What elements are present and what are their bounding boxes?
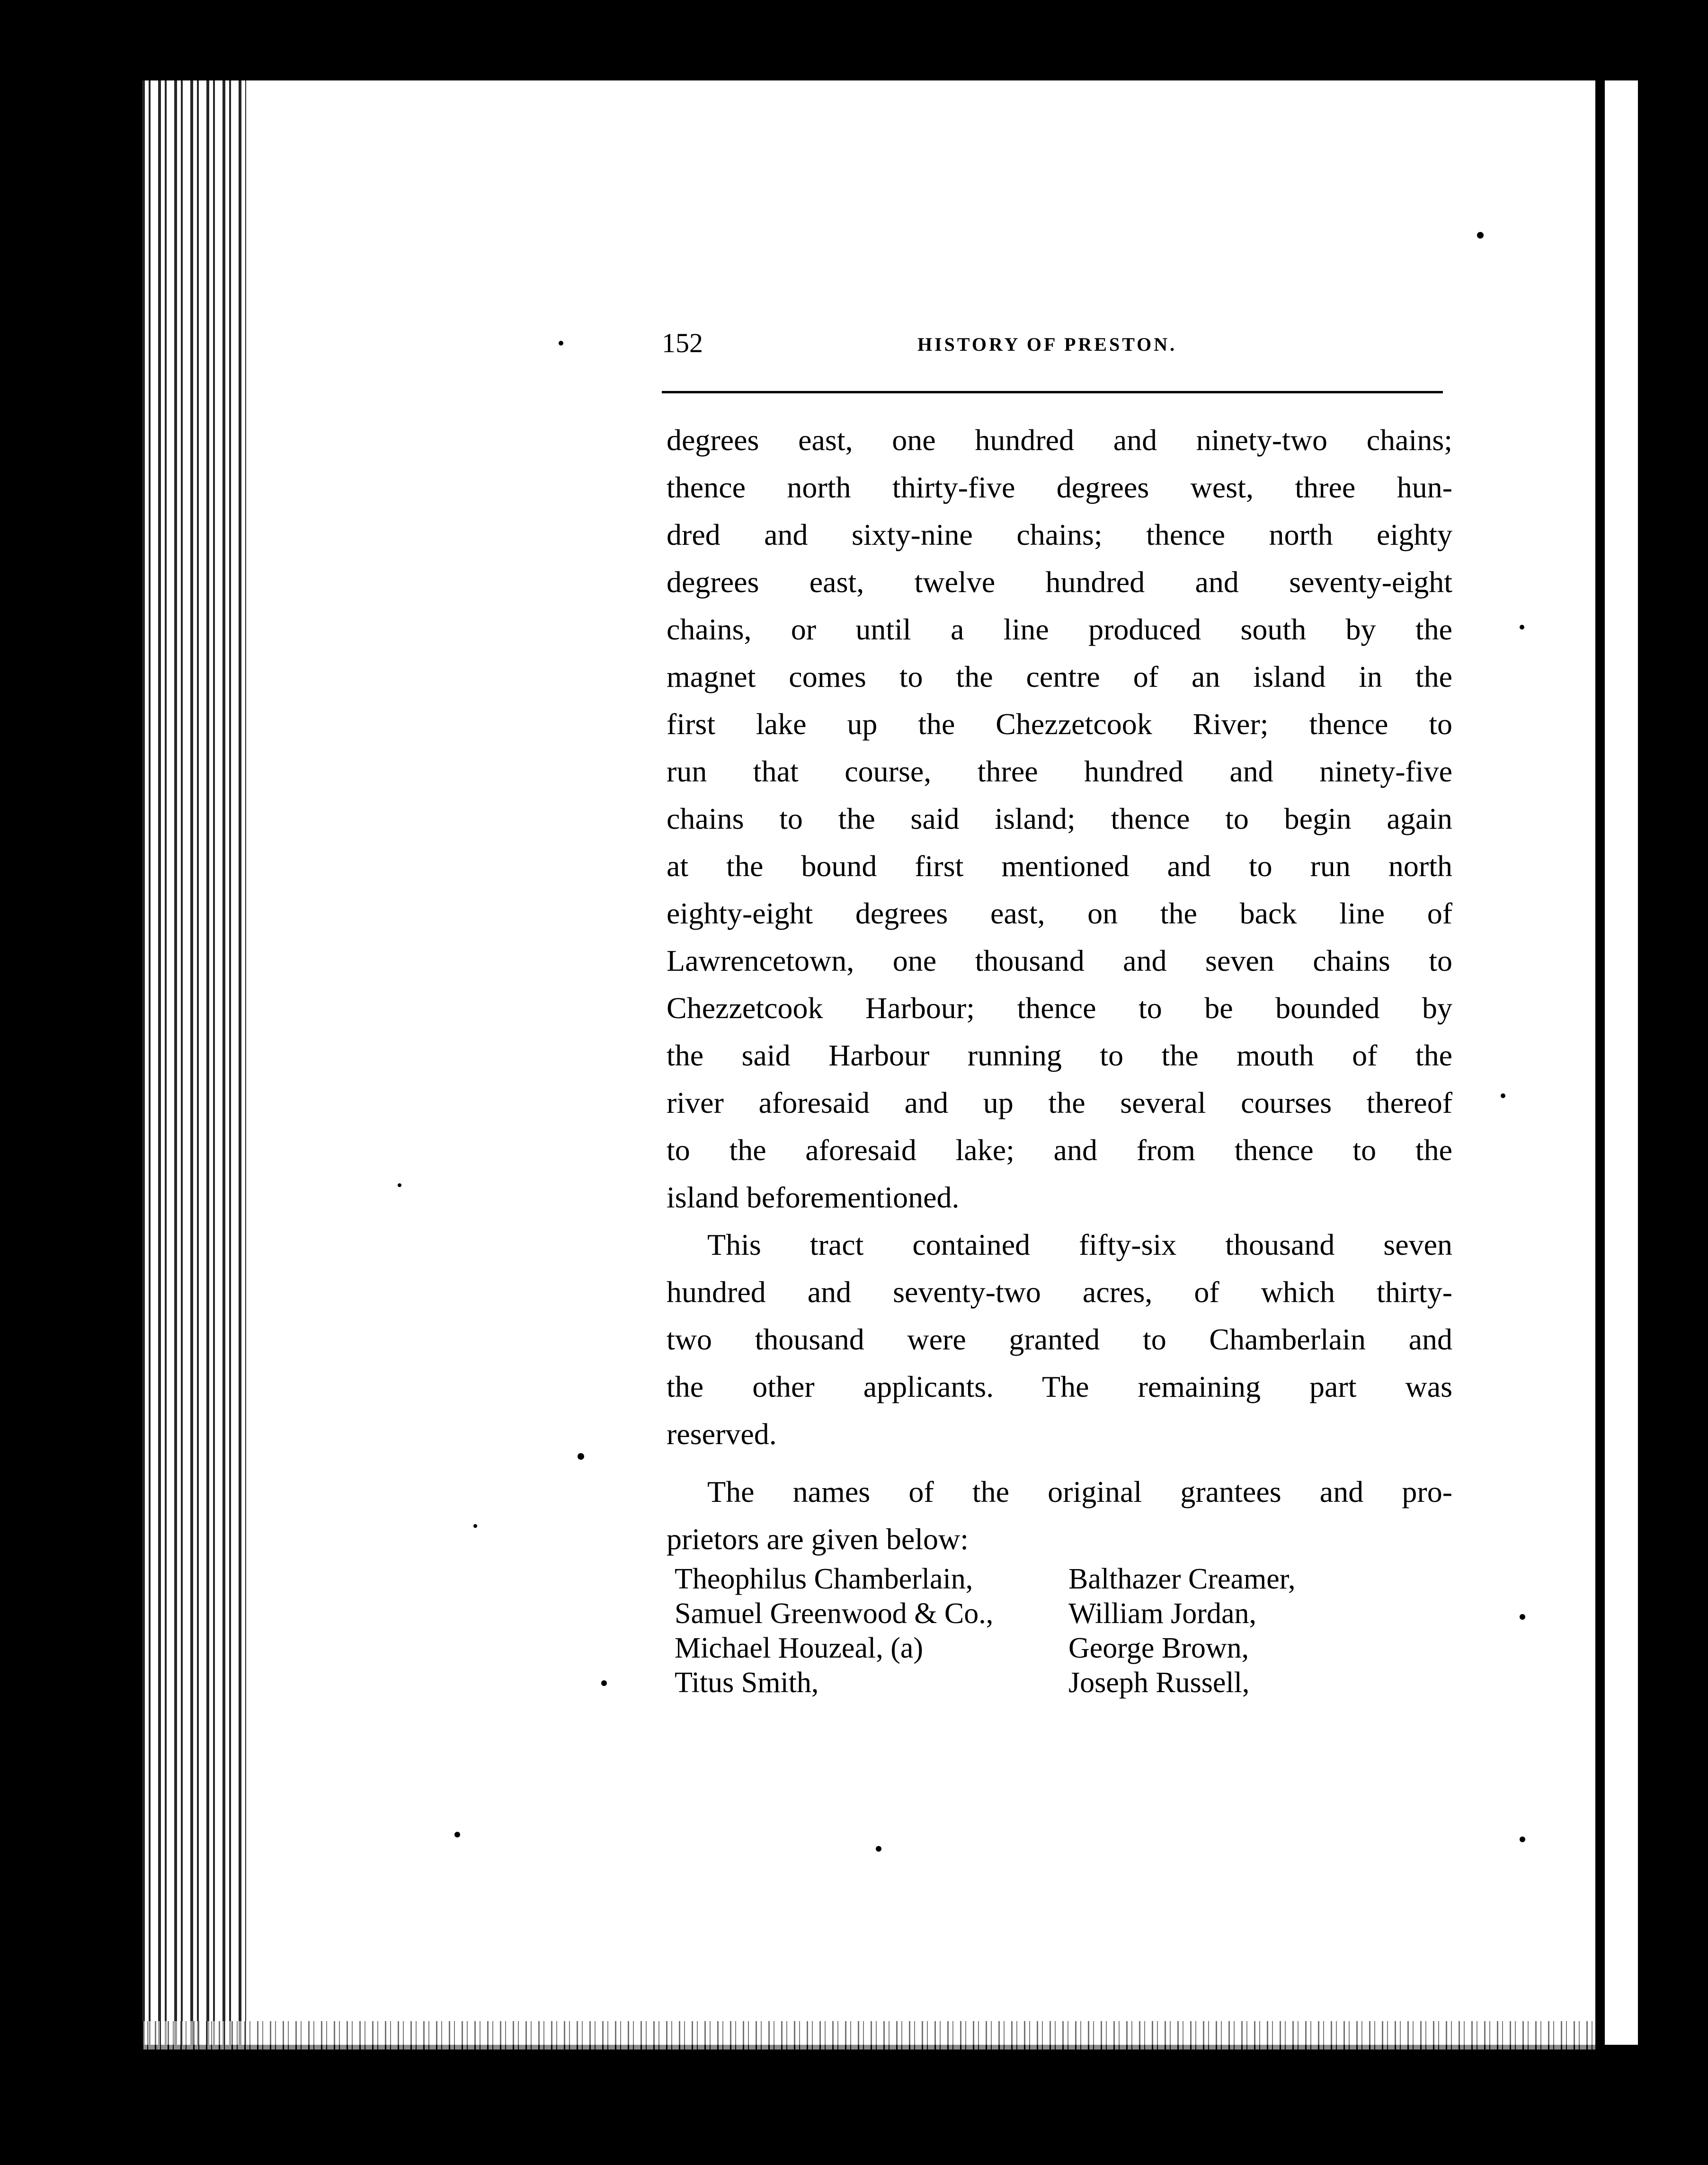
- speck: [473, 1524, 477, 1528]
- speck: [1501, 1093, 1505, 1098]
- text-line: at the bound first mentioned and to run north: [667, 849, 1452, 883]
- text-line: chains, or until a line produced south by the: [667, 612, 1452, 646]
- grantees-row: [675, 1631, 1432, 1666]
- grantees-row: [675, 1562, 1432, 1597]
- text-line: thence north thirty-five degrees west, three hun-: [667, 470, 1452, 504]
- speck: [1520, 1614, 1525, 1620]
- text-line: the said Harbour running to the mouth of the: [667, 1038, 1452, 1072]
- running-head: HISTORY OF PRESTON.: [917, 334, 1177, 355]
- header-rule: [662, 391, 1443, 393]
- text-line: reserved.: [667, 1417, 777, 1451]
- grantee-name: Titus Smith,: [675, 1667, 819, 1699]
- text-line: chains to the said island; thence to begin again: [667, 802, 1452, 835]
- text-line: degrees east, one hundred and ninety-two chains;: [667, 423, 1452, 457]
- grantee-name: George Brown,: [1068, 1632, 1249, 1664]
- body-text: [667, 417, 1452, 1563]
- page-header: [662, 327, 1443, 360]
- speck: [398, 1183, 401, 1187]
- speck: [876, 1846, 881, 1852]
- text-line: to the aforesaid lake; and from thence to the: [667, 1133, 1452, 1167]
- text-line: magnet comes to the centre of an island in the: [667, 660, 1452, 693]
- page-right-edge: [1605, 80, 1638, 2045]
- grantees-row: [675, 1597, 1432, 1631]
- text-line: first lake up the Chezzetcook River; thence to: [667, 707, 1452, 741]
- paragraph-gap: [667, 1458, 1452, 1468]
- speck: [601, 1680, 607, 1686]
- grantee-name: Michael Houzeal, (a): [675, 1632, 924, 1664]
- text-line: dred and sixty-nine chains; thence north eighty: [667, 518, 1452, 551]
- text-line: island beforementioned.: [667, 1180, 960, 1214]
- grantee-name: Samuel Greenwood & Co.,: [675, 1597, 994, 1630]
- speck: [454, 1832, 460, 1837]
- speck: [1520, 625, 1524, 630]
- text-line: This tract contained fifty-six thousand seven: [707, 1228, 1452, 1261]
- text-line: prietors are given below:: [667, 1522, 969, 1556]
- grantees-list: [675, 1562, 1432, 1700]
- text-line: Lawrencetown, one thousand and seven chains to: [667, 944, 1452, 977]
- page-binding-gutter: [142, 80, 246, 2045]
- text-line: Chezzetcook Harbour; thence to be bounded by: [667, 991, 1452, 1025]
- text-line: the other applicants. The remaining part was: [667, 1370, 1452, 1403]
- grantees-row: [675, 1666, 1432, 1700]
- grantee-name: Joseph Russell,: [1068, 1667, 1250, 1699]
- text-line: hundred and seventy-two acres, of which thirty-: [667, 1275, 1452, 1309]
- text-line: river aforesaid and up the several courses thereof: [667, 1086, 1452, 1119]
- speck: [1520, 1837, 1525, 1842]
- text-line: The names of the original grantees and pro-: [707, 1475, 1452, 1508]
- grantee-name: Balthazer Creamer,: [1068, 1563, 1296, 1595]
- text-line: run that course, three hundred and ninety-five: [667, 754, 1452, 788]
- text-line: two thousand were granted to Chamberlain and: [667, 1322, 1452, 1356]
- speck: [578, 1453, 584, 1460]
- grantee-name: William Jordan,: [1068, 1597, 1256, 1630]
- text-line: degrees east, twelve hundred and seventy-eight: [667, 565, 1452, 599]
- page-number: 152: [662, 328, 703, 358]
- speck: [1477, 232, 1484, 239]
- grantee-name: Theophilus Chamberlain,: [675, 1563, 973, 1595]
- text-line: eighty-eight degrees east, on the back line of: [667, 896, 1452, 930]
- page-bottom-edge: [142, 2021, 1595, 2050]
- speck: [559, 341, 563, 346]
